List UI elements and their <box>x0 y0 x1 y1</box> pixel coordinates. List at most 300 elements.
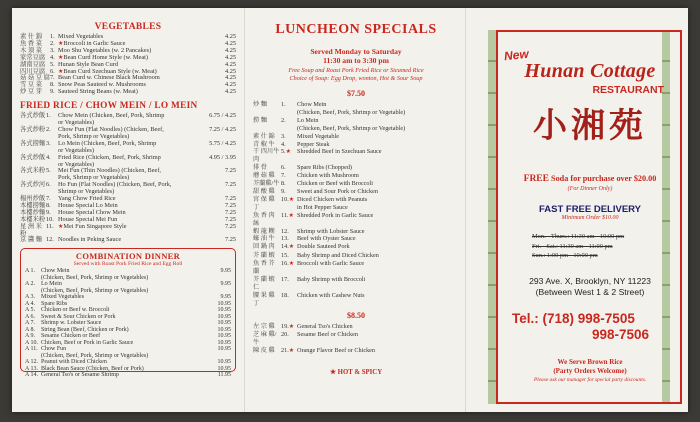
item-number: 10. <box>46 215 54 223</box>
item-number-text: 2. <box>281 116 286 124</box>
item-number <box>281 101 297 109</box>
item-name <box>297 276 459 284</box>
hot-star-icon: ★ <box>58 54 64 61</box>
item-name-line: House Special Mei Fun <box>58 215 118 223</box>
item-price: 4.25 <box>224 81 236 89</box>
item-number <box>281 323 297 332</box>
item-price: 7.25 <box>224 222 236 230</box>
item-chinese: 本樓米粉 <box>20 215 46 223</box>
item-name-line: Pork, Shrimp or Vegetables) <box>58 132 130 140</box>
item-number: 9. <box>46 208 51 216</box>
lunch-note-1: Free Soup and Roast Pork Fried Rice or Steamed Rice <box>288 67 424 74</box>
item-name: Snow Peas Sauteed w. Mushrooms <box>58 81 146 89</box>
item-number: A 9. <box>25 333 36 340</box>
item-chinese: 本樓炒麵 <box>20 208 46 216</box>
middle-panel <box>244 8 466 412</box>
item-name <box>58 141 209 155</box>
item-name <box>297 228 459 236</box>
phone-1[interactable]: (718) 998-7505 <box>542 311 635 326</box>
item-number: A 1. <box>25 268 36 275</box>
item-chinese: 京 醬 麵 <box>20 236 43 244</box>
hours-mon-thu: Mon. - Thurs.: 11:30 am - 10:00 pm <box>532 233 625 240</box>
vegetables-list <box>20 34 236 96</box>
hot-star-icon: ★ <box>288 261 295 268</box>
lunch-item <box>253 228 459 236</box>
item-name-line: Fried Rice (Chicken, Beef, Pork, Shrimp <box>58 153 161 161</box>
item-number: A 6. <box>25 313 36 320</box>
item-name <box>297 148 459 156</box>
item-name-line: Broccoli with Garlic Sauce <box>297 260 365 268</box>
item-number <box>281 235 297 243</box>
item-chinese: 各式炒飯 <box>20 112 46 120</box>
item-number: 2. <box>50 39 55 47</box>
item-number <box>281 188 297 196</box>
item-number-text: 7. <box>281 172 286 180</box>
restaurant-name: Hunan Cottage <box>524 60 656 82</box>
fried-item <box>20 182 236 196</box>
item-price: 9.95 <box>220 268 231 275</box>
item-number: 11. <box>46 222 54 230</box>
item-number-text: 17. <box>281 275 289 283</box>
item-name <box>297 243 459 251</box>
hours-block <box>532 232 624 261</box>
lunch-price-1: $7.50 <box>347 89 365 98</box>
lunch-item <box>253 292 459 308</box>
lunch-item <box>253 188 459 196</box>
item-number-text: 12. <box>281 227 289 235</box>
item-number: 7. <box>46 195 51 203</box>
item-price: 9.95 <box>220 281 231 288</box>
item-name: Mixed Vegetables <box>58 33 104 40</box>
item-price: 4.25 <box>224 46 236 54</box>
item-chinese: 撈 麵 <box>253 116 267 124</box>
item-chinese: 蘑 菇 雞 <box>253 172 275 180</box>
item-price: 7.25 / 4.25 <box>209 125 236 133</box>
item-name-line: Lo Mein <box>41 281 62 288</box>
item-name <box>297 188 459 196</box>
item-number: 4. <box>46 153 51 161</box>
item-number-text: 9. <box>281 187 286 195</box>
item-number: A 10. <box>25 339 39 346</box>
hot-star-icon: ★ <box>288 348 295 355</box>
address-line-1: 293 Ave. X, Brooklyn, NY 11223 <box>529 276 651 286</box>
lunch-item <box>253 252 459 260</box>
item-chinese: 干 四川牛肉 <box>253 148 280 164</box>
item-number-text: 1. <box>281 101 286 108</box>
phone-2[interactable]: 998-7506 <box>592 327 650 342</box>
item-price: 7.25 <box>224 167 236 175</box>
item-name-line: Mixed Vegetable <box>297 132 339 140</box>
item-number: A 2. <box>25 281 36 288</box>
item-name-line: or Vegetables) <box>58 160 95 168</box>
hot-spicy-note: ★ HOT & SPICY <box>329 369 383 377</box>
item-chinese: 炒 麵 <box>253 101 267 108</box>
item-name-line: Chicken with Mushroom <box>297 172 359 180</box>
item-name-line: Peanut with Diced Chicken <box>41 359 107 366</box>
lunch-item <box>253 172 459 180</box>
item-name-line: Beef with Oyster Sauce <box>297 235 356 243</box>
item-number-text: 6. <box>281 164 286 172</box>
item-price: 4.25 <box>224 88 236 96</box>
item-name-line: Shrimp or Vegetables) <box>58 188 115 196</box>
brown-rice-note: We Serve Brown Rice <box>557 358 623 366</box>
hot-star-icon: ★ <box>58 68 64 75</box>
restaurant-subtitle: RESTAURANT <box>592 84 664 96</box>
item-number <box>281 276 297 284</box>
item-name-line: (Chicken, Beef, Pork, Shrimp or Vegetable) <box>297 108 406 116</box>
item-price: 10.95 <box>217 300 231 307</box>
item-name-line: Ho Fun (Flat Noodles) (Chicken, Beef, Pork, <box>58 181 172 189</box>
item-name-line: Shrimp with Lobster Sauce <box>297 227 365 235</box>
item-name <box>58 155 209 169</box>
item-name-line: in Hot Pepper Sauce <box>297 203 348 211</box>
vegetables-title: VEGETABLES <box>94 22 162 32</box>
item-name <box>297 172 459 180</box>
hours-sun: Sun.: 1:00 pm - 10:00 pm <box>532 252 598 259</box>
item-name-line: General Tso's or Sesame Shrimp <box>41 372 119 379</box>
item-name-line: Chow Fun <box>41 346 67 353</box>
lunch-item <box>253 180 459 188</box>
item-chinese: 甜 酸 雞 <box>253 187 275 195</box>
item-name <box>297 117 459 133</box>
item-number <box>281 228 297 236</box>
hot-star-icon: ★ <box>58 223 64 230</box>
item-number: A 11. <box>25 346 38 353</box>
item-name-line: String Bean (Beef, Chicken or Pork) <box>41 326 129 333</box>
lunch-list-2 <box>253 323 459 357</box>
lunch-item <box>253 260 459 276</box>
item-number: 7. <box>50 74 55 82</box>
lunch-item <box>253 235 459 243</box>
item-price: 10.95 <box>217 339 231 346</box>
item-chinese: 雪 豆 菜 <box>20 81 43 89</box>
fried-item <box>20 224 236 238</box>
item-name-line: Baby Shrimp and Diced Chicken <box>297 252 379 260</box>
item-chinese: 陳 皮 雞 <box>253 347 275 355</box>
item-number <box>281 260 297 269</box>
item-price: 7.25 <box>224 201 236 209</box>
item-number-text: 13. <box>281 235 289 243</box>
takeout-menu <box>12 8 688 412</box>
lunch-item <box>253 101 459 117</box>
item-number: 5. <box>50 60 55 68</box>
item-number-text: 21. <box>281 347 289 355</box>
item-chinese: 腰 果 雞 丁 <box>253 291 275 307</box>
tel-label: Tel.: <box>512 311 539 326</box>
item-name <box>58 127 209 141</box>
item-number: 6. <box>50 67 55 75</box>
item-number: 3. <box>46 139 51 147</box>
item-name <box>297 141 459 149</box>
lunch-item <box>253 243 459 252</box>
item-chinese: 楊州炒飯 <box>20 195 46 203</box>
item-name-line: Baby Shrimp with Broccoli <box>297 275 366 283</box>
item-number: A 8. <box>25 326 36 333</box>
chinese-name: 小湘苑 <box>533 108 647 145</box>
lunch-item <box>253 164 459 172</box>
item-number <box>281 243 297 252</box>
address-block <box>502 276 678 298</box>
item-price: 10.95 <box>217 326 231 333</box>
combo-subtitle: Served with Roast Pork Fried Rice and Egg Roll <box>73 261 183 268</box>
item-number: 3. <box>50 46 55 54</box>
item-number <box>281 252 297 260</box>
fried-item <box>20 155 236 169</box>
item-chinese: 各式米粉 <box>20 167 46 175</box>
item-number <box>281 164 297 172</box>
item-name <box>297 235 459 243</box>
item-price: 10.95 <box>217 320 231 327</box>
item-chinese: 芝 麻 雞/牛 <box>253 331 277 347</box>
item-name-line: Mixed Vegetables <box>41 294 85 301</box>
item-chinese: 炒 豆 芽 <box>20 88 43 96</box>
item-price: 10.95 <box>217 333 231 340</box>
item-chinese: 各式炒河 <box>20 181 46 189</box>
item-price: 4.25 <box>224 67 236 75</box>
item-name-line: (Chicken, Beef, Pork, Shrimp or Vegetables) <box>41 287 149 294</box>
item-price: 4.25 <box>224 33 236 40</box>
item-chinese: 蠔 油 牛 <box>253 235 275 243</box>
item-number: 6. <box>46 181 51 189</box>
hot-star-icon: ★ <box>285 149 292 156</box>
item-number: A 7. <box>25 320 36 327</box>
item-number: 1. <box>50 33 55 40</box>
lunch-item <box>253 148 459 164</box>
item-name <box>297 331 459 339</box>
item-name <box>297 347 459 355</box>
free-soda-sub: (For Dinner Only) <box>567 186 613 192</box>
item-number <box>281 180 297 188</box>
item-name-line: Pepper Steak <box>297 140 330 148</box>
lunch-item <box>253 117 459 133</box>
hot-star-icon: ★ <box>288 323 295 330</box>
item-name-line: Mei Fun (Thin Noodles) (Chicken, Beef, <box>58 167 162 175</box>
fried-item <box>20 168 236 182</box>
item-price: 10.95 <box>217 359 231 366</box>
item-price: 4.25 <box>224 53 236 61</box>
item-name-line: General Tso's Chicken <box>297 322 353 330</box>
item-chinese: 素 什 錦 <box>253 132 275 140</box>
cover-panel <box>466 8 688 412</box>
item-name <box>297 260 459 268</box>
item-chinese: 湖南豆腐 <box>20 60 46 68</box>
item-number-text: 18. <box>281 291 289 299</box>
item-name: Bean Curd w. Chinese Black Mushroom <box>58 74 160 82</box>
hot-star-icon: ★ <box>288 196 295 203</box>
item-name <box>58 237 225 244</box>
item-name-line: or Vegetables) <box>58 119 95 127</box>
item-name-line: Noodles in Peking Sauce <box>58 236 122 244</box>
item-price: 10.95 <box>217 307 231 314</box>
item-name-line: Shredded Beef in Szechuan Sauce <box>297 148 382 156</box>
fried-item <box>20 141 236 155</box>
combo-item <box>25 372 231 379</box>
item-number <box>281 347 297 356</box>
item-number: A 13. <box>25 365 39 372</box>
item-name: Broccoli in Garlic Sauce <box>63 39 126 47</box>
item-number <box>281 148 297 157</box>
item-number <box>281 212 297 221</box>
item-name-line: Chicken or Beef w. Broccoli <box>41 307 110 314</box>
item-price: 5.75 / 4.25 <box>209 139 236 147</box>
hot-star-icon: ★ <box>288 244 295 251</box>
item-number: 5. <box>46 167 51 175</box>
party-discount-note: Please ask our manager for special party discounts. <box>533 377 647 383</box>
item-number <box>281 196 297 205</box>
item-price: 7.25 <box>224 236 236 244</box>
lunch-item <box>253 133 459 141</box>
item-name <box>41 268 221 281</box>
item-number-text: 20. <box>281 331 289 339</box>
item-price: 7.25 <box>224 215 236 223</box>
item-number-text: 3. <box>281 132 286 140</box>
item-number: A 5. <box>25 307 36 314</box>
lunch-served-days: Served Monday to Saturday <box>310 47 402 56</box>
item-number-text: 11. <box>281 211 289 219</box>
lunch-item <box>253 141 459 149</box>
item-chinese: 家常豆腐 <box>20 53 46 61</box>
lunch-item <box>253 323 459 332</box>
item-number: 8. <box>46 201 51 209</box>
item-number-text: 10. <box>281 195 289 203</box>
item-name <box>297 164 459 172</box>
item-number: 2. <box>46 125 51 133</box>
item-name <box>58 113 209 127</box>
fried-item <box>20 127 236 141</box>
item-number <box>281 331 297 339</box>
fried-item <box>20 196 236 203</box>
fried-list <box>20 113 236 244</box>
item-number: 8. <box>50 81 55 89</box>
item-name-line: (Chicken, Beef, Pork, Shrimp or Vegetables) <box>41 352 149 359</box>
address-line-2: (Between West 1 & 2 Street) <box>535 287 645 297</box>
item-name-line: Lo Mein (Chicken, Beef, Pork, Shrimp <box>58 139 157 147</box>
combo-item <box>25 268 231 281</box>
item-name-line: (Chicken, Beef, Pork, Shrimp or Vegetables) <box>41 274 149 281</box>
lunch-served-hours: 11:30 am to 3:30 pm <box>323 56 389 65</box>
item-name <box>58 182 225 196</box>
item-name <box>63 224 225 231</box>
item-number: 12. <box>46 236 54 244</box>
lunch-list-1 <box>253 101 459 308</box>
item-price: 10.95 <box>217 346 231 353</box>
free-soda-line: FREE Soda for purchase over $20.00 <box>523 174 657 184</box>
item-name-line: Chow Mein <box>41 268 70 275</box>
lunch-item <box>253 212 459 228</box>
item-price: 10.95 <box>217 365 231 372</box>
item-name-line: Mei Fun Singapore Style <box>63 222 127 230</box>
item-chinese: 各式撈麵 <box>20 139 46 147</box>
fried-item <box>20 203 236 210</box>
item-chinese: 星 洲 米 粉 <box>20 222 43 237</box>
phone-block <box>512 311 635 327</box>
item-chinese: 本樓撈麵 <box>20 201 46 209</box>
item-chinese: 四川豆腐 <box>20 67 46 75</box>
item-chinese: 芥 蘭 蝦 仁 <box>253 275 275 291</box>
lunch-item <box>253 196 459 212</box>
item-chinese: 魚 香 菜 <box>20 39 43 47</box>
item-name-line: Diced Chicken with Peanuts <box>297 195 368 203</box>
item-number-text: 19. <box>281 322 289 330</box>
item-price: 7.25 <box>224 208 236 216</box>
item-name-line: Sweet & Sour Chicken or Pork <box>41 313 116 320</box>
item-price: 6.75 / 4.25 <box>209 112 236 120</box>
item-number: 4. <box>50 53 55 61</box>
item-name <box>297 196 459 212</box>
item-number-text: 8. <box>281 180 286 188</box>
item-price: 9.95 <box>220 294 231 301</box>
item-name-line: Chicken with Cashew Nuts <box>297 291 365 299</box>
item-number-text: 5. <box>281 148 286 156</box>
item-name-line: House Special Lo Mein <box>58 201 118 209</box>
item-price: 11.95 <box>217 372 231 379</box>
lunch-item <box>253 347 459 356</box>
item-name-line: (Chicken, Beef, Pork, Shrimp or Vegetable) <box>297 124 406 132</box>
item-chinese: 魚 香 芥 蘭 <box>253 260 275 276</box>
item-name: Moo Shu Vegetables (w. 2 Pancakes) <box>58 46 152 54</box>
item-name <box>297 101 459 117</box>
item-name <box>41 346 218 359</box>
item-name-line: Shredded Pork in Garlic Sauce <box>297 211 374 219</box>
item-name: Bean Curd Home Style (w. Meat) <box>63 53 148 61</box>
item-name-line: Chicken or Beef with Broccoli <box>297 180 373 188</box>
item-name-line: or Vegetables) <box>58 146 95 154</box>
item-number-text: 15. <box>281 252 289 260</box>
item-number <box>281 141 297 149</box>
item-name <box>41 281 221 294</box>
combo-list <box>25 268 231 379</box>
item-name-line: Shrimp w. Lobster Sauce <box>41 320 102 327</box>
item-chinese: 蝦 龍 糊 <box>253 227 275 235</box>
item-chinese: 各式炒粉 <box>20 125 46 133</box>
item-number-text: 14. <box>281 243 289 251</box>
lunch-price-2: $8.50 <box>347 310 365 320</box>
fried-item <box>20 237 236 244</box>
item-number <box>281 117 297 125</box>
lunch-note-2: Choice of Soup: Egg Drop, wonton, Hot & Sour Soup <box>289 74 423 82</box>
item-chinese: 魚 香 肉 絲 <box>253 211 275 227</box>
item-chinese: 青 椒 牛 <box>253 140 275 148</box>
hot-star-icon: ★ <box>58 40 64 47</box>
item-name <box>297 133 459 141</box>
item-name-line: Pork, Shrimp or Vegetables) <box>58 174 130 182</box>
item-name <box>41 372 218 379</box>
item-price: 4.95 / 3.95 <box>209 153 236 161</box>
vegetable-item <box>20 89 236 96</box>
item-chinese: 菇 菇 豆 腐 <box>20 74 50 82</box>
item-name <box>297 252 459 260</box>
item-name-line: Spare Ribs (Chopped) <box>297 164 352 172</box>
item-name-line: House Special Chow Mein <box>58 208 126 216</box>
item-name-line: Chow Mein (Chicken, Beef, Pork, Shrimp <box>58 112 165 120</box>
item-name-line: Double Sauteed Pork <box>297 243 350 251</box>
party-orders-note: (Party Orders Welcome) <box>553 367 627 375</box>
item-number <box>281 292 297 300</box>
item-name-line: Chicken, Beef or Pork in Garlic Sauce <box>41 339 134 346</box>
item-chinese: 木 須 菜 <box>20 46 43 54</box>
combo-title: COMBINATION DINNER <box>75 251 181 262</box>
item-name-line: Orange Flavor Beef or Chicken <box>297 347 376 355</box>
delivery-title: FAST FREE DELIVERY <box>538 204 642 215</box>
left-panel <box>12 8 244 412</box>
item-price: 7.25 <box>224 181 236 189</box>
item-name <box>58 168 225 182</box>
lunch-item <box>253 331 459 347</box>
item-name <box>297 292 459 300</box>
item-name-line: Chow Fun (Flat Noodles) (Chicken, Beef, <box>58 125 164 133</box>
item-name-line: Sesame Beef or Chicken <box>297 331 358 339</box>
combo-item <box>25 346 231 359</box>
